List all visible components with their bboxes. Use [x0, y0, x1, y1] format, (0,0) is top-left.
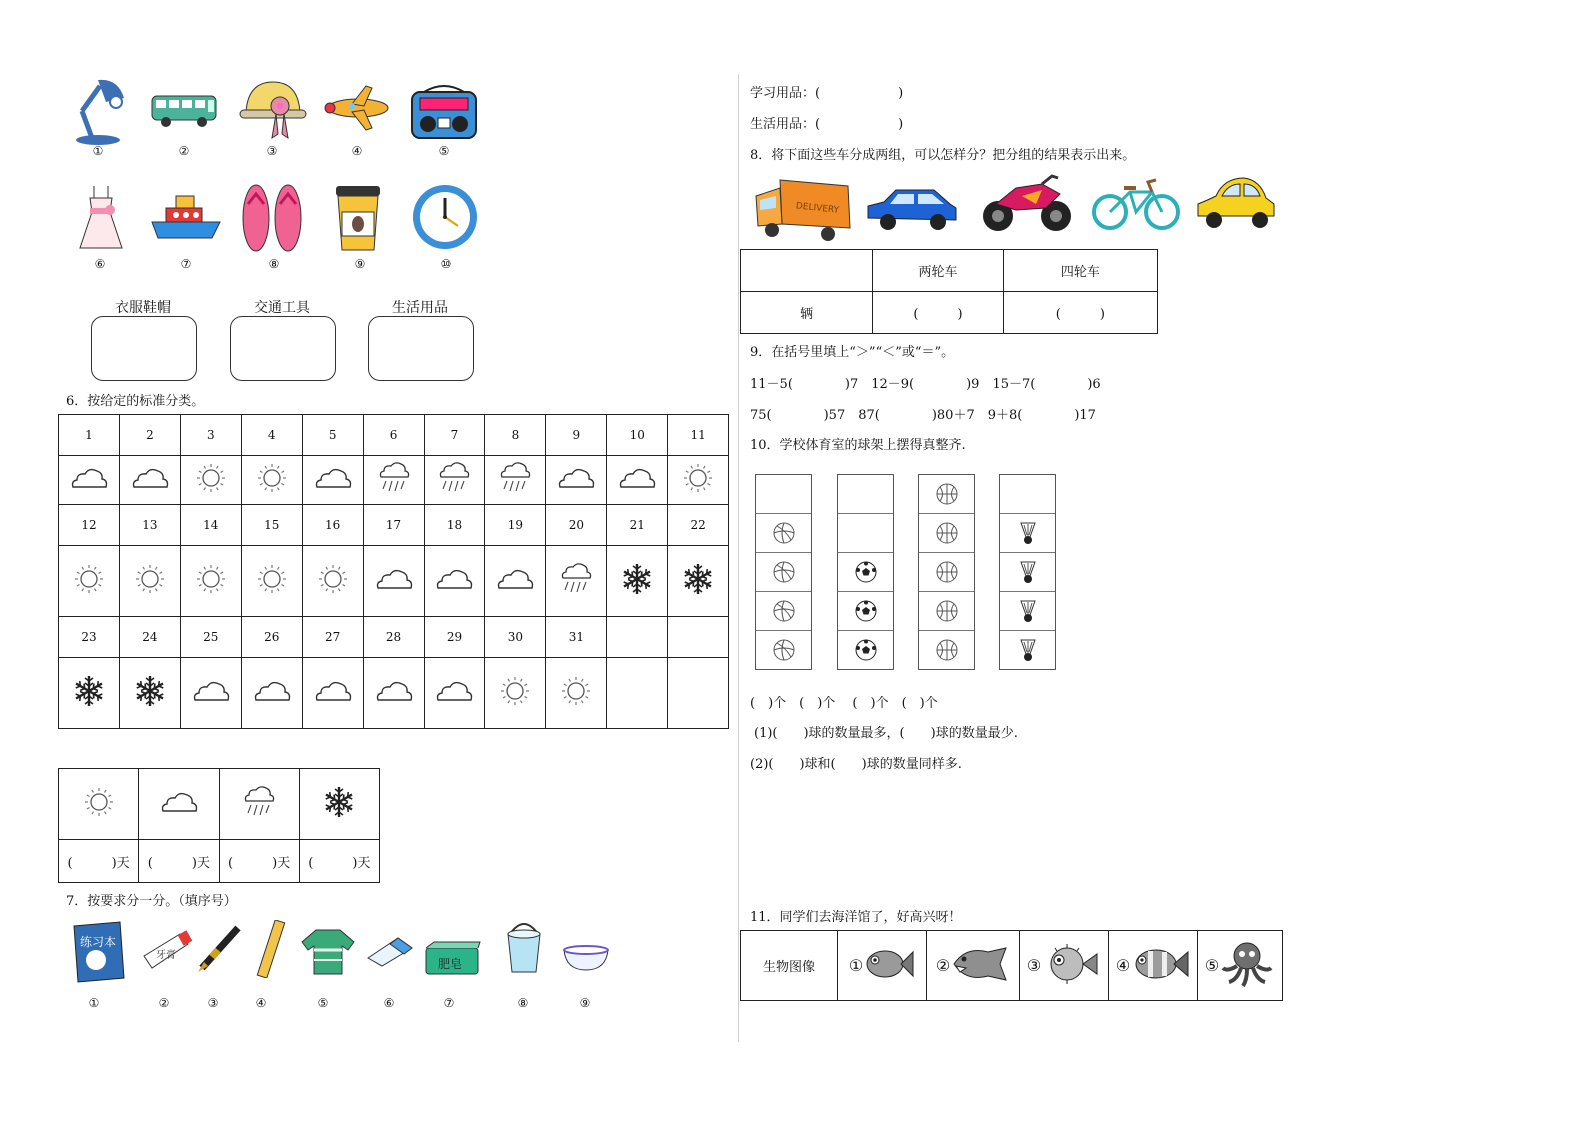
- flip-flops-icon: [240, 182, 304, 258]
- rainy-weather-icon: [219, 769, 299, 840]
- daily-supplies-line: 生活用品：( ): [750, 117, 904, 132]
- rainy-weather-icon: [424, 456, 485, 505]
- fish-icon: [863, 944, 915, 988]
- vehicle-grouping-table: [740, 249, 1158, 334]
- basketball-icon: [919, 514, 974, 553]
- item-label: ⑩: [440, 257, 452, 271]
- day-number-cell: 30: [485, 617, 546, 658]
- item-label: ②: [178, 144, 190, 158]
- basketball-icon: [919, 592, 974, 631]
- airplane-icon: [322, 84, 394, 138]
- day-number-cell: 8: [485, 415, 546, 456]
- bus-icon: [150, 92, 220, 132]
- sunny-weather-icon: [180, 546, 241, 617]
- day-number-cell: 11: [668, 415, 729, 456]
- rainy-weather-icon: [546, 546, 607, 617]
- day-number-cell: 7: [424, 415, 485, 456]
- day-number-cell: [668, 617, 729, 658]
- basketball-icon: [919, 631, 974, 669]
- question-9-line-1: 11－5( )7 12－9( )9 15－7( )6: [750, 377, 1101, 392]
- sea-creature-table: [740, 930, 1283, 1001]
- question-6-title: 6．按给定的标准分类。: [66, 394, 205, 409]
- sunny-weather-icon: [59, 546, 120, 617]
- day-number-cell: 23: [59, 617, 120, 658]
- item-label: ③: [207, 996, 219, 1010]
- day-number-cell: 6: [363, 415, 424, 456]
- table-corner-cell: [741, 250, 873, 292]
- item-label: ⑨: [579, 996, 591, 1010]
- tally-answer-row: [59, 840, 380, 883]
- item-label: ⑦: [443, 996, 455, 1010]
- item-label: ⑥: [383, 996, 395, 1010]
- ball-rack: [755, 474, 812, 670]
- cloudy-weather-icon: [485, 546, 546, 617]
- creature-cell: [927, 931, 1020, 1001]
- shuttlecock-icon: [1000, 514, 1055, 553]
- day-number-row: [59, 617, 729, 658]
- question-10-counts: ( )个 ( )个 ( )个 ( )个: [750, 696, 938, 711]
- category-label-transport: 交通工具: [254, 300, 310, 316]
- ball-rack: [918, 474, 975, 670]
- creature-label: ④: [1115, 956, 1131, 975]
- empty-shelf: [1000, 475, 1055, 514]
- four-wheel-header: 四轮车: [1003, 250, 1157, 292]
- sunny-weather-icon: [119, 546, 180, 617]
- answer-box-daily[interactable]: [368, 316, 474, 381]
- page-divider: [738, 74, 739, 1042]
- day-number-cell: 2: [119, 415, 180, 456]
- day-number-cell: 26: [241, 617, 302, 658]
- question-8-title: 8．将下面这些车分成两组，可以怎样分？把分组的结果表示出来。: [750, 148, 1136, 163]
- question-10-sub-1: (1)( )球的数量最多，( )球的数量最少.: [754, 726, 1018, 741]
- snowy-weather-icon: [59, 658, 120, 729]
- day-count-answer[interactable]: ( )天: [219, 840, 299, 883]
- day-number-cell: 17: [363, 505, 424, 546]
- day-number-cell: 16: [302, 505, 363, 546]
- weather-tally-table: [58, 768, 380, 883]
- soap-icon: [424, 940, 482, 980]
- day-number-cell: 19: [485, 505, 546, 546]
- motorcycle-icon: [976, 174, 1076, 238]
- snowy-weather-icon: [119, 658, 180, 729]
- bicycle-icon: [1090, 178, 1182, 236]
- sunny-weather-icon: [59, 769, 139, 840]
- day-number-row: [59, 505, 729, 546]
- day-number-cell: 10: [607, 415, 668, 456]
- two-wheel-answer[interactable]: ( ): [873, 292, 1003, 334]
- cloudy-weather-icon: [424, 546, 485, 617]
- question-10-title: 10．学校体育室的球架上摆得真整齐.: [750, 438, 966, 453]
- weather-icon-row: [59, 456, 729, 505]
- item-label: ⑦: [180, 257, 192, 271]
- cloudy-weather-icon: [302, 456, 363, 505]
- rainy-weather-icon: [363, 456, 424, 505]
- soccer-icon: [838, 592, 893, 631]
- day-number-cell: 28: [363, 617, 424, 658]
- toothpaste-icon: [140, 928, 196, 976]
- rainy-weather-icon: [485, 456, 546, 505]
- day-number-cell: 12: [59, 505, 120, 546]
- sunny-weather-icon: [485, 658, 546, 729]
- item-label: ⑧: [268, 257, 280, 271]
- tally-icon-row: [59, 769, 380, 840]
- day-number-cell: 15: [241, 505, 302, 546]
- sunny-weather-icon: [241, 546, 302, 617]
- cloudy-weather-icon: [119, 456, 180, 505]
- yellow-car-icon: [1194, 176, 1278, 236]
- desk-lamp-icon: [70, 76, 130, 150]
- ball-rack: [837, 474, 894, 670]
- day-number-cell: 27: [302, 617, 363, 658]
- question-9-title: 9．在括号里填上“＞”“＜”或“＝”。: [750, 345, 955, 360]
- dress-icon: [76, 184, 126, 256]
- day-number-cell: 31: [546, 617, 607, 658]
- exercise-book-icon: [68, 920, 126, 988]
- creature-cell: [1020, 931, 1109, 1001]
- coffee-cup-icon: [332, 184, 384, 256]
- octopus-icon: [1219, 940, 1275, 992]
- piranha-icon: [950, 944, 1010, 988]
- clownfish-icon: [1130, 942, 1190, 990]
- shuttlecock-icon: [1000, 553, 1055, 592]
- day-number-cell: 9: [546, 415, 607, 456]
- cloudy-weather-icon: [241, 658, 302, 729]
- snowy-weather-icon: [668, 546, 729, 617]
- item-label: ⑤: [438, 144, 450, 158]
- weather-icon-row: [59, 658, 729, 729]
- cloudy-weather-icon: [607, 456, 668, 505]
- cloudy-weather-icon: [363, 546, 424, 617]
- item-label: ⑨: [354, 257, 366, 271]
- shuttlecock-icon: [1000, 631, 1055, 669]
- question-11-title: 11．同学们去海洋馆了，好高兴呀！: [750, 910, 962, 925]
- creature-label: ③: [1026, 956, 1042, 975]
- item-label: ①: [92, 144, 104, 158]
- empty-cell: [668, 658, 729, 729]
- category-label-daily: 生活用品: [392, 300, 448, 316]
- day-number-cell: 14: [180, 505, 241, 546]
- day-count-answer[interactable]: ( )天: [59, 840, 139, 883]
- day-count-answer[interactable]: ( )天: [139, 840, 219, 883]
- day-number-cell: 21: [607, 505, 668, 546]
- cloudy-weather-icon: [139, 769, 219, 840]
- day-number-cell: 24: [119, 617, 180, 658]
- creature-cell: [1198, 931, 1283, 1001]
- creature-label: ⑤: [1204, 956, 1220, 975]
- bowl-icon: [562, 944, 610, 978]
- weather-icon-row: [59, 546, 729, 617]
- empty-shelf: [838, 475, 893, 514]
- day-number-cell: 1: [59, 415, 120, 456]
- ball-rack: [999, 474, 1056, 670]
- creature-cell: [1109, 931, 1198, 1001]
- empty-shelf: [838, 514, 893, 553]
- weather-calendar-table: [58, 414, 729, 729]
- day-number-cell: 18: [424, 505, 485, 546]
- day-number-cell: 25: [180, 617, 241, 658]
- shuttlecock-icon: [1000, 592, 1055, 631]
- day-number-cell: 22: [668, 505, 729, 546]
- day-count-answer[interactable]: ( )天: [299, 840, 379, 883]
- empty-shelf: [756, 475, 811, 514]
- question-10-sub-2: (2)( )球和( )球的数量同样多.: [750, 757, 962, 772]
- delivery-truck-icon: [752, 172, 854, 250]
- soap-text: 肥皂: [438, 957, 463, 971]
- day-number-cell: 29: [424, 617, 485, 658]
- day-number-cell: 13: [119, 505, 180, 546]
- cloudy-weather-icon: [302, 658, 363, 729]
- fountain-pen-icon: [196, 922, 244, 978]
- snowy-weather-icon: [607, 546, 668, 617]
- item-label: ⑧: [517, 996, 529, 1010]
- day-number-cell: 3: [180, 415, 241, 456]
- answer-box-transport[interactable]: [230, 316, 336, 381]
- creature-label: ①: [848, 956, 864, 975]
- category-label-clothing: 衣服鞋帽: [115, 300, 171, 316]
- eraser-icon: [364, 934, 416, 972]
- four-wheel-answer[interactable]: ( ): [1003, 292, 1157, 334]
- soccer-icon: [838, 553, 893, 592]
- empty-cell: [607, 658, 668, 729]
- day-number-cell: 5: [302, 415, 363, 456]
- item-label: ②: [158, 996, 170, 1010]
- day-number-cell: 20: [546, 505, 607, 546]
- sunny-weather-icon: [668, 456, 729, 505]
- sunny-weather-icon: [546, 658, 607, 729]
- answer-box-clothing[interactable]: [91, 316, 197, 381]
- sunny-weather-icon: [241, 456, 302, 505]
- boat-icon: [150, 192, 222, 248]
- snowy-weather-icon: [299, 769, 379, 840]
- cloudy-weather-icon: [59, 456, 120, 505]
- creature-cell: [838, 931, 927, 1001]
- volleyball-icon: [756, 592, 811, 631]
- creature-header: 生物图像: [741, 931, 838, 1001]
- cloudy-weather-icon: [424, 658, 485, 729]
- toothpaste-text: 牙膏: [156, 950, 176, 961]
- basketball-icon: [919, 475, 974, 514]
- bucket-icon: [504, 918, 544, 978]
- creature-label: ②: [935, 956, 951, 975]
- row-label-vehicles: 辆: [741, 292, 873, 334]
- item-label: ④: [351, 144, 363, 158]
- book-cover-text: 练习本: [80, 935, 117, 949]
- question-7-title: 7．按要求分一分。（填序号）: [66, 894, 237, 909]
- study-supplies-line: 学习用品：( ): [750, 86, 904, 101]
- basketball-icon: [919, 553, 974, 592]
- pufferfish-icon: [1041, 942, 1101, 990]
- sunny-weather-icon: [302, 546, 363, 617]
- sweater-icon: [300, 926, 356, 980]
- item-label: ⑥: [94, 257, 106, 271]
- blue-car-icon: [864, 184, 960, 236]
- item-label: ①: [88, 996, 100, 1010]
- sun-hat-icon: [238, 78, 308, 148]
- day-number-row: [59, 415, 729, 456]
- two-wheel-header: 两轮车: [873, 250, 1003, 292]
- truck-text: DELIVERY: [795, 201, 840, 216]
- volleyball-icon: [756, 631, 811, 669]
- cloudy-weather-icon: [363, 658, 424, 729]
- item-label: ⑤: [317, 996, 329, 1010]
- cloudy-weather-icon: [546, 456, 607, 505]
- ruler-icon: [254, 920, 290, 982]
- cloudy-weather-icon: [180, 658, 241, 729]
- day-number-cell: [607, 617, 668, 658]
- day-number-cell: 4: [241, 415, 302, 456]
- volleyball-icon: [756, 514, 811, 553]
- item-label: ④: [255, 996, 267, 1010]
- item-label: ③: [266, 144, 278, 158]
- clock-icon: [410, 182, 480, 256]
- question-9-line-2: 75( )57 87( )80＋7 9＋8( )17: [750, 408, 1096, 423]
- volleyball-icon: [756, 553, 811, 592]
- soccer-icon: [838, 631, 893, 669]
- sunny-weather-icon: [180, 456, 241, 505]
- radio-icon: [410, 82, 478, 144]
